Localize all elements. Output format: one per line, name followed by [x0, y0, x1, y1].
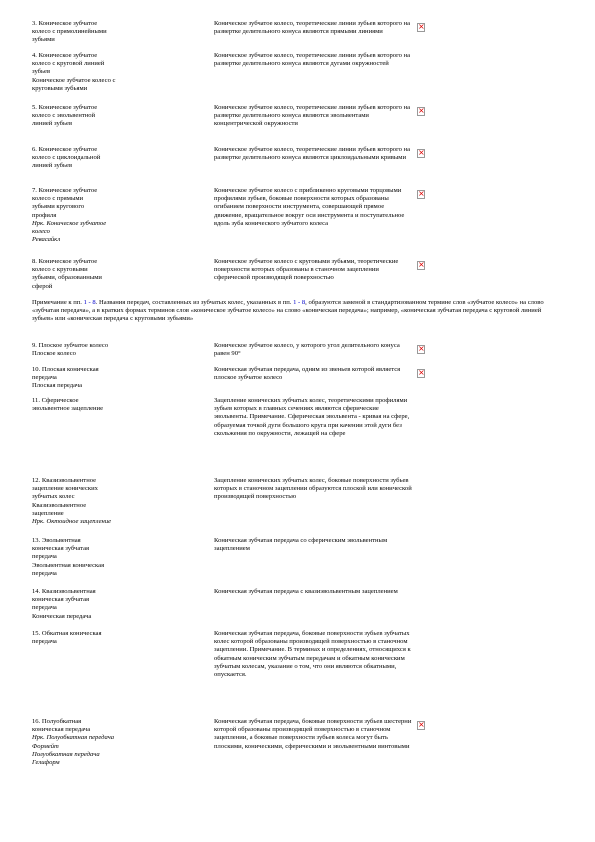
term-name: [32, 718, 172, 767]
term-line: Ревасайкл: [32, 236, 61, 244]
broken-image-icon: [417, 107, 425, 116]
term-line: передача: [32, 604, 57, 612]
term-line: сферой: [32, 282, 53, 290]
term-definition: Коническая зубчатая передача, боковые поверхности зубьев зубчатых колес которой образованы производящей поверхностью в станочном зацеплении. Примечание. В терминах и определениях, относящихся к обкатным коническим зубчатым передачам и обкатным коническим зубчатым колесам, указание о том, что они являются обкатными, опускается.: [214, 630, 411, 679]
term-line: колесо с круговыми: [32, 266, 88, 274]
term-name: [32, 588, 172, 621]
term-line: Квазиэвольвентное: [32, 501, 87, 509]
term-line: профиля: [32, 211, 57, 219]
note-paragraph: [32, 299, 562, 324]
term-line: передача: [32, 638, 57, 646]
term-line: 8. Коническое зубчатое: [32, 258, 98, 265]
term-line: Плоская передача: [32, 382, 83, 390]
term-line: Плоское колесо: [32, 350, 76, 358]
term-line: колесо с эвольвентной: [32, 112, 96, 120]
term-definition: Коническая зубчатая передача, одним из звеньев которой является плоское зубчатое колесо: [214, 366, 401, 382]
term-line: коническая зубчатая: [32, 545, 90, 553]
term-line: колесо: [32, 228, 50, 236]
broken-image-icon: [417, 721, 425, 730]
term-definition: Коническое зубчатое колесо, теоретические линии зубьев которого на развертке делительного конуса являются циклоидальными кривыми: [214, 146, 411, 162]
note-text: . Названия передач, составленных из зубчатых колес, указанных в пп.: [95, 299, 294, 306]
term-line: линией зубьев: [32, 162, 73, 170]
term-line: круговыми зубьями: [32, 84, 88, 92]
term-definition: Коническое зубчатое колесо с прибликенно круговыми торцовыми профилями зубьев, боковые поверхности которых образованы огибанием поверхности инструмента, совершающей прямое движение, вращательное вокруг оси инструмента и поступательное вдоль зуба конического зубчатого колеса: [214, 187, 405, 227]
term-name: [32, 20, 172, 45]
term-line: коническая передача: [32, 726, 91, 734]
term-line: эвольвентное зацепление: [32, 405, 104, 413]
broken-image-icon: [417, 369, 425, 378]
term-name: [32, 342, 172, 358]
term-line: 4. Коническое зубчатое: [32, 52, 98, 59]
term-name: [32, 104, 172, 129]
term-line: Коническая передача: [32, 612, 92, 620]
term-line: Полуобкатная передача: [32, 750, 100, 758]
term-line: 16. Полуобкатная: [32, 718, 82, 725]
term-line: линией зубьев: [32, 120, 73, 128]
term-name: [32, 258, 172, 291]
term-line: Формейт: [32, 742, 59, 750]
term-name: [32, 187, 172, 244]
term-definition: Зацепление конических зубчатых колес, боковые поверхности зубьев которых в станочном зацеплении образуются плоской или конической производящей поверхностью: [214, 477, 412, 501]
broken-image-icon: [417, 23, 425, 32]
term-line: колесо с прямолинейными: [32, 28, 107, 36]
term-line: 10. Плоская коническая: [32, 366, 99, 373]
broken-image-icon: [417, 345, 425, 354]
term-definition: Коническое зубчатое колесо, теоретические линии зубьев которого на развертке делительного конуса являются прямыми линиями: [214, 20, 411, 36]
term-definition: Коническое зубчатое колесо, у которого угол делительного конуса равен 90°: [214, 342, 400, 358]
term-name: [32, 397, 172, 413]
term-line: зацепление: [32, 509, 64, 517]
term-line: Коническое зубчатое колесо с: [32, 76, 116, 84]
term-definition: Зацепление конических зубчатых колес, теоретическими профилями зубьев которых в главных сечениях являются сферические эвольвенты. Примечание. Сферическая эвольвента - кривая на сфере, образуемая точкой дуги большого круга при качении этой дуги без скольжения по окружности, лежащей на сфере: [214, 397, 410, 437]
broken-image-icon: [417, 261, 425, 270]
broken-image-icon: [417, 149, 425, 158]
term-line: 11. Сферическое: [32, 397, 79, 404]
term-line: 14. Квазиэвольвентная: [32, 588, 96, 595]
term-name: [32, 537, 172, 578]
term-line: колесо с прямыми: [32, 195, 84, 203]
term-line: зубьев: [32, 68, 51, 76]
term-line: 13. Эвольвентная: [32, 537, 81, 544]
term-definition: Коническое зубчатое колесо, теоретические линии зубьев которого на развертке делительного конуса являются дугами окружностей: [214, 52, 411, 68]
term-name: [32, 52, 172, 93]
broken-image-icon: [417, 190, 425, 199]
term-line: зубьями кругового: [32, 203, 85, 211]
term-name: [32, 477, 172, 526]
term-line: коническая зубчатая: [32, 596, 90, 604]
term-line: Эвольвентная коническая: [32, 561, 105, 569]
term-line: передача: [32, 569, 57, 577]
term-line: 6. Коническое зубчатое: [32, 146, 98, 153]
term-line: передача: [32, 553, 57, 561]
term-name: [32, 366, 172, 391]
term-line: 5. Коническое зубчатое: [32, 104, 98, 111]
term-line: передача: [32, 374, 57, 382]
note-reference-link[interactable]: 1 - 8: [83, 299, 96, 306]
term-name: [32, 146, 172, 171]
term-line: 3. Коническое зубчатое: [32, 20, 98, 27]
note-reference-link[interactable]: 1 - 8: [293, 299, 306, 306]
term-line: колесо с круговой линией: [32, 60, 105, 68]
term-name: [32, 630, 172, 646]
term-line: Нрк. Октоидное зацепление: [32, 518, 112, 526]
term-definition: Коническая зубчатая передача с квазиэвольвентным зацеплением: [214, 588, 398, 595]
term-definition: Коническая зубчатая передача, боковые поверхности зубьев шестерни которой образованы производящей поверхностью в станочном зацеплении, а боковые поверхности зубьев колеса могут быть плоскими, коническими, сферическими и эвольвентными винтовыми: [214, 718, 412, 750]
term-line: Гелиформ: [32, 759, 60, 767]
term-definition: Коническое зубчатое колесо с круговыми зубьями, теоретические поверхности которых образованы в станочном зацеплении сферической производящей поверхностью: [214, 258, 399, 282]
term-line: зубьями, образованными: [32, 274, 102, 282]
term-line: зубчатых колес: [32, 493, 75, 501]
term-line: Нрк. Полуобкатная передача: [32, 734, 115, 742]
term-line: зубьями: [32, 36, 55, 44]
term-line: колесо с циклоидальной: [32, 154, 101, 162]
note-text: , образуются заменой в стандартизованном термине слов «зубчатое колесо» на слово «зубчатая передача», а в кратких формах терминов слов «коническое зубчатое колесо» на слово «коническая передача»; например, «коническая зубчатая передача с круговой линией зубьев» или «коническая передача с круговыми зубьями»: [32, 299, 544, 323]
term-line: 9. Плоское зубчатое колесо: [32, 342, 109, 349]
term-line: Нрк. Коническое зубчатое: [32, 219, 107, 227]
term-line: 12. Квазиэвольвентное: [32, 477, 97, 484]
term-line: 7. Коническое зубчатое: [32, 187, 98, 194]
term-line: 15. Обкатная коническая: [32, 630, 102, 637]
term-definition: Коническое зубчатое колесо, теоретические линии зубьев которого на развертке делительного конуса являются эвольвентами концентрической окружности: [214, 104, 411, 128]
term-definition: Коническая зубчатая передача со сферическим эвольвентным зацеплением: [214, 537, 388, 553]
note-text: Примечание к пп.: [32, 299, 84, 306]
term-line: зацепление конических: [32, 485, 98, 493]
